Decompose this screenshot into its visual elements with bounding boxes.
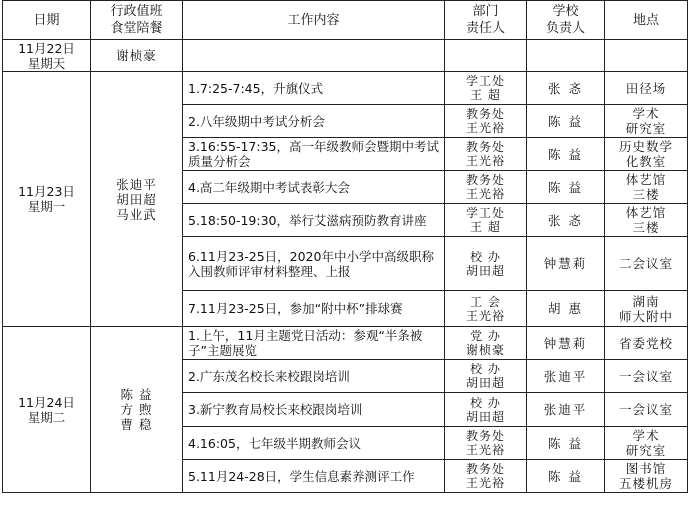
content-cell: 6.11月23-25日，2020年中小学中高级职称入围教师评审材料整理、上报 xyxy=(183,237,445,291)
duty-cell: 陈 益 方 煦 曹 稳 xyxy=(91,327,183,493)
lead-cell: 陈 益 xyxy=(527,171,605,204)
location-cell: 体艺馆 三楼 xyxy=(605,204,688,237)
location-cell: 图书馆 五楼机房 xyxy=(605,460,688,493)
location-cell: 湖南 师大附中 xyxy=(605,291,688,327)
lead-cell: 张 忞 xyxy=(527,72,605,105)
header-school: 学校 负责人 xyxy=(527,1,605,40)
dept-cell: 学工处 王 超 xyxy=(445,72,527,105)
header-dept: 部门 责任人 xyxy=(445,1,527,40)
date-cell: 11月22日 星期天 xyxy=(3,40,91,72)
table-row xyxy=(3,40,688,72)
dept-cell: 工 会 王光裕 xyxy=(445,291,527,327)
date-cell: 11月24日 星期二 xyxy=(3,327,91,493)
duty-schedule-table xyxy=(2,0,688,493)
header-duty: 行政值班 食堂陪餐 xyxy=(91,1,183,40)
table-row xyxy=(3,327,688,360)
header-date: 日期 xyxy=(3,1,91,40)
dept-cell: 教务处 王光裕 xyxy=(445,105,527,138)
content-cell: 5.18:50-19:30，举行艾滋病预防教育讲座 xyxy=(183,204,445,237)
content-cell: 3.新宁教育局校长来校跟岗培训 xyxy=(183,393,445,427)
location-cell: 一会议室 xyxy=(605,360,688,393)
dept-cell: 教务处 王光裕 xyxy=(445,427,527,460)
header-content: 工作内容 xyxy=(183,1,445,40)
lead-cell-empty xyxy=(527,40,605,72)
dept-cell: 校 办 胡田超 xyxy=(445,360,527,393)
lead-cell: 钟慧莉 xyxy=(527,237,605,291)
date-cell: 11月23日 星期一 xyxy=(3,72,91,327)
lead-cell: 张迪平 xyxy=(527,393,605,427)
location-cell: 省委党校 xyxy=(605,327,688,360)
content-cell-empty xyxy=(183,40,445,72)
content-cell: 1.上午，11月主题党日活动：参观“半条被子”主题展览 xyxy=(183,327,445,360)
dept-cell-empty xyxy=(445,40,527,72)
lead-cell: 陈 益 xyxy=(527,460,605,493)
dept-cell: 校 办 胡田超 xyxy=(445,237,527,291)
location-cell: 体艺馆 三楼 xyxy=(605,171,688,204)
location-cell: 一会议室 xyxy=(605,393,688,427)
lead-cell: 钟慧莉 xyxy=(527,327,605,360)
location-cell: 历史数学 化教室 xyxy=(605,138,688,171)
dept-cell: 校 办 胡田超 xyxy=(445,393,527,427)
location-cell: 学术 研究室 xyxy=(605,427,688,460)
lead-cell: 陈 益 xyxy=(527,427,605,460)
duty-cell: 谢桢豪 xyxy=(91,40,183,72)
content-cell: 4.16:05，七年级半期教师会议 xyxy=(183,427,445,460)
content-cell: 2.广东茂名校长来校跟岗培训 xyxy=(183,360,445,393)
dept-cell: 学工处 王 超 xyxy=(445,204,527,237)
header-location: 地点 xyxy=(605,1,688,40)
location-cell: 二会议室 xyxy=(605,237,688,291)
dept-cell: 党 办 谢桢豪 xyxy=(445,327,527,360)
lead-cell: 陈 益 xyxy=(527,105,605,138)
lead-cell: 胡 惠 xyxy=(527,291,605,327)
lead-cell: 陈 益 xyxy=(527,138,605,171)
content-cell: 7.11月23-25日，参加“附中杯”排球赛 xyxy=(183,291,445,327)
header-row xyxy=(3,1,688,40)
content-cell: 5.11月24-28日，学生信息素养测评工作 xyxy=(183,460,445,493)
content-cell: 3.16:55-17:35，高一年级教师会暨期中考试质量分析会 xyxy=(183,138,445,171)
location-cell-empty xyxy=(605,40,688,72)
duty-cell: 张迪平 胡田超 马业武 xyxy=(91,72,183,327)
dept-cell: 教务处 王光裕 xyxy=(445,138,527,171)
dept-cell: 教务处 王光裕 xyxy=(445,460,527,493)
content-cell: 1.7:25-7:45，升旗仪式 xyxy=(183,72,445,105)
location-cell: 学术 研究室 xyxy=(605,105,688,138)
content-cell: 2.八年级期中考试分析会 xyxy=(183,105,445,138)
lead-cell: 张 忞 xyxy=(527,204,605,237)
location-cell: 田径场 xyxy=(605,72,688,105)
table-row xyxy=(3,72,688,105)
content-cell: 4.高二年级期中考试表彰大会 xyxy=(183,171,445,204)
dept-cell: 教务处 王光裕 xyxy=(445,171,527,204)
lead-cell: 张迪平 xyxy=(527,360,605,393)
